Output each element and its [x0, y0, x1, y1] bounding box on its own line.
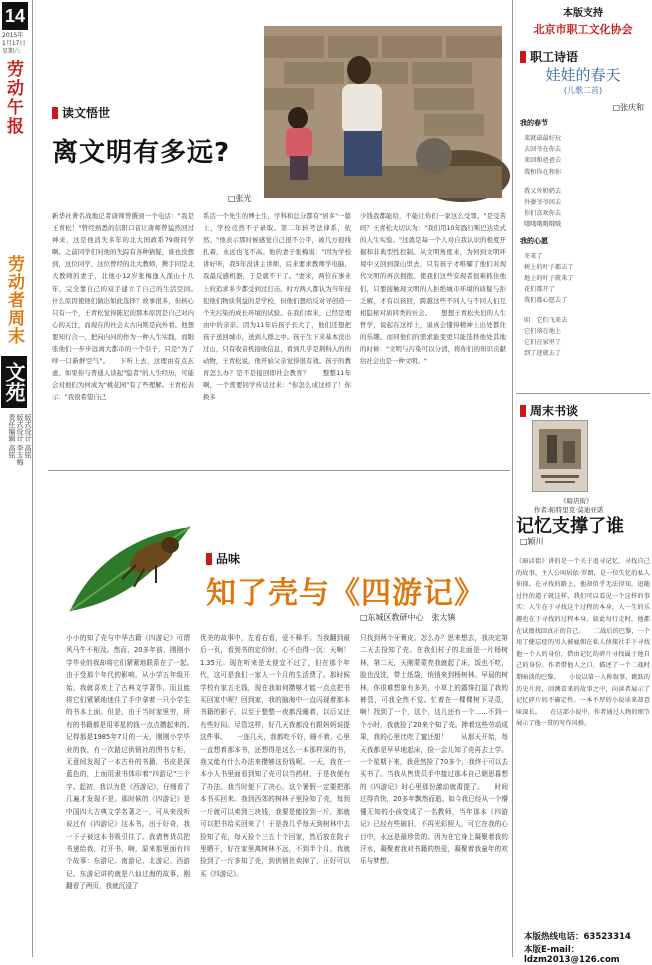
article-column: 只找到两个牙膏皮。怎么办？思来想去，我决定第二天去捡知了壳。在我们村子的北面是一片杨树林，第二天，天刚蒙蒙亮我就起了床，饭也不吃，脸也没洗，带上纸袋，悄悄来到杨树林。早晨的树林，你很难想象有多美，小草上的露珠打湿了我的裤管，可我全然不觉。忙着在一棵棵树下寻觅，啊！找到了一个，这个，这儿还有一个……不到一个小时，我就捡了20来个知了壳。捧着这些劳动成果，我的心里比吃了蜜还甜！ 从那天开始，每天我都是早早地起床，捡一会儿知了壳再去上学。一个星期下来，我竟然捡了70多个，我终于可以去买书了。当我从售货员手中接过那本自己朝思暮想的《四游记》时心里那份激动就甭提了。 时间过得真快，20多年飘然而逝。如今我已经从一个懵懂无知的小孩变成了一名教师，当年那本《四游记》已经有些破旧，不再光彩照人，可它在我的心目中，永远是最珍贵的。因为在它身上凝聚着我的汗水，凝聚着我对书籍的热爱，凝聚着我童年的欢乐与梦想。: [360, 634, 508, 866]
masthead-divider: [32, 0, 33, 957]
contact-phone-label: 本版热线电话：: [524, 932, 584, 942]
book-author: 作者:帕特里克·莫迪亚诺: [534, 506, 604, 514]
section-tag-marker: [520, 405, 526, 417]
section-tag-text: 读文悟世: [62, 106, 111, 120]
article-title: 离文明有多远?: [52, 138, 231, 168]
section-badge: 文苑: [1, 356, 27, 408]
editor-credit: 责任编辑 高铭: [8, 414, 16, 459]
contact-phone: [524, 930, 631, 942]
book-caption: 《暗店街》: [560, 497, 593, 505]
section-separator: [516, 393, 650, 394]
poem-line: 冬来了: [524, 252, 543, 260]
section-tag-poetry: [520, 48, 578, 65]
poem-line: 咱 它们飞来去: [524, 316, 568, 324]
poem-line: 外婆爷爷问去: [524, 199, 562, 207]
article-column: 优美的故事中，左看右看，爱不释手。当我翻到最后一页，看到书的定价时，心不由得一沉：天啊！1.35元。现在听来是太便宜不过了，但在那个年代，这可是我们一家人一个月的生活费了。那时候学校有家五毛钱，现在我如何攒够才能一点点把书买回家中呢？回到家，我的脑海中一直闪现着那本书籍的影子，以至于整整一夜都没睡着，以后又还有些好闷。尽管这样，好几天我都没有跟妈妈说提这件事。 一连几天，我都吃不好，睡不着，心里一直想着那本书，还想得是这么一本那样深的书，我又能有什么办法来攒够这份钱呢。一天，我在一本小人书里面看到知了壳可以当药材，于是我便有了办法。我当时便下了决心，这个暑假一定要把那本书买回来。我到西郊的树林子里捡知了壳，每到一斤就可以卖到三块钱，我要是能捡到一斤，那就可以把书给买回来了！于是我几乎每天到树林中去捡知了壳，每天捡个三五十个回家，然后放在院子里晒干，好在家里离树林不远，不到半个月，我就捡到了一斤多知了壳，到供销社卖掉了，正好可以买《四游记》。: [200, 634, 350, 878]
book-review-title: 记忆支撑了谁: [516, 516, 624, 537]
poem-title: 娃娃的春天: [545, 66, 621, 84]
section-tag-taste: [206, 550, 240, 567]
poem-line: 到了迷就去了: [524, 350, 562, 358]
section-tag-marker: [206, 553, 212, 565]
article-column: 小小的知了壳与中华古籍《四游记》可谓风马牛不相及。然而，20多年前，刚刚小学毕业的我却将它们紧紧地联系在了一起。 由于受那个年代的影响，从小学五年级开始，我就喜欢上了古典文学著作，而且能将它们紧紧地迷住了手中拿着一只小学生的书本上面。但是，由于当时家里穷，所有的书籍都是用零星的钱一点点攒起来的。 记得那是1985年7月的一天，刚刚小学毕业的我，有一次路过供销社的图书专柜，无意间发现了一本古朴的书籍，书皮是深蓝色的，上面用隶书体印着"四游记"三个字。起初，我以为是《西游记》，仔细看了几遍才发现不是。那时候的《四游记》是中国四大古典文学名著之一，可从来没听说过有《四游记》这本书。出于好奇，我一下子被这本书吸引住了。我请售货员把书递给我，打开书，啊，原来那里面有四个故事：东游记、南游记、北游记、西游记。东游记讲的就是八仙过海的故事，刚翻看了两页，我就沉浸了: [66, 634, 204, 891]
date-weekday: 星期六: [2, 48, 21, 55]
date-year: 2015年: [2, 32, 24, 39]
poem-line: 地上的叶子就来了: [524, 275, 574, 283]
poem-line: 它们在家里了: [524, 339, 562, 347]
poem-heading: 我的心愿: [520, 236, 548, 245]
contact-email-label: 本版E-mail：: [524, 945, 580, 955]
article-photo: [264, 26, 502, 198]
section-tag-text: 周末书谈: [530, 404, 579, 418]
cicada-icon: [66, 515, 194, 625]
cicada-illustration: [66, 515, 194, 625]
article-column: 少钱我都能给，不能让你们一家这么受罪。"是受苦吗？王青松大切认为："我们用10年践行斯巴达克式的人生实验。"这就是每一个人对自我认识的极度开掘和非典型性控制。从文明角度来，为何到文明环境中又回到深山里去，只有孩子才唯耀了他们对现代文明的再次拥抱。使我们这些安现者很难抓住他们，只要接触现文明的人拒绝城市环境的质疑与拒乏解，才有以孩回，跨越这些不同人与不同人们互相隐秘对质同类的社会。 想想王青松夫妇的人生哲学，说起在这样上，说真会懂得精神上出处都住的乐趣。而同他们的需求能变更只能选择他处其地的时候："文明与污染可以分清，将你们的知识贡献给社会也是一种文明。": [360, 212, 506, 366]
poem-line: 来回和爸爸去: [524, 157, 562, 165]
section-tag-books: [520, 402, 578, 419]
contact-email: [524, 943, 652, 965]
editor-credits: [2, 414, 32, 465]
section-name-vertical: 劳动者周末: [4, 255, 24, 345]
date-day: 1月17日: [2, 40, 26, 47]
poem-line: 你们喜欢你去: [524, 210, 562, 218]
book-review-byline: □颖川: [520, 537, 544, 546]
poem-line: 树上的叶子都去了: [524, 263, 574, 271]
section-tag-text: 品味: [216, 552, 241, 566]
poem-heading: 我的春节: [520, 119, 548, 127]
photo-scene: [264, 26, 502, 198]
editor-credit: 版式设计 李玉梅: [16, 414, 24, 466]
section-tag-marker: [520, 51, 526, 63]
contact-phone-value: 63523314: [583, 932, 631, 942]
poem-author: □张庆和: [612, 103, 644, 112]
book-cover-art: [533, 421, 587, 491]
poem-line: 我们都心愿去了: [524, 297, 568, 305]
contact-email-value: ldzm2013@126.com: [524, 955, 620, 965]
poem-line: 我和你在和你: [524, 168, 562, 176]
support-org: 北京市职工文化协会: [533, 23, 633, 36]
article-byline: □东城区教研中心 张大镇: [360, 613, 456, 622]
section-tag-text: 职工诗语: [530, 50, 579, 64]
poem-line: 花们都开了: [524, 286, 555, 294]
section-tag-reading: [52, 104, 110, 121]
newspaper-logo: 劳动午报: [3, 60, 23, 136]
book-cover: [532, 420, 588, 492]
right-column-divider: [512, 0, 513, 957]
poem-line: 菜就最最好玩: [524, 135, 562, 142]
section-tag-marker: [52, 107, 58, 119]
article-byline: □张光: [228, 194, 252, 203]
article-separator: [48, 470, 510, 471]
support-box: [517, 4, 649, 37]
page-number: 14: [2, 2, 28, 30]
poem-line: 它们落在地上: [524, 327, 562, 335]
article-column: 新华社著名战地记者唐师曾撰到一个电话："我是王青松！"曾经熟悉的信阳口音让唐师曾猛然回过神来，这是他消失多年的北大国政系79级同学啊。之前同学们对他的失踪有各种猜疑，谁也没想到，这位同学，这位曾经的北大教师，携手同是北大教师的妻子，北他小12岁张梅逸入深山十几年，完全靠自己的双手建立了自己的生活空间。 什么原因使他们做出如此选择？故事很多，但核心只有一个，王青松觉得陈尼的那本原因是自己对内心的关注，而现在的社会太古向则是向外看。他想要知行合一，把向内问的作为一种人生实践，而眼张他们一步步远离大都市的一个引子，只是"为了呼一口新鲜空气"。 下听上去，这理由有点玄虚。如果你与普通人谈起"隐者"的人生经历，可能会对他们为何成为"桃花园"有了些理解。王青松表示："我很希望自己: [52, 212, 207, 402]
article-column: 系活一个先生的博士生，学科和总分都有"居多"一篇上，学校竞然不子录取。第二年转考法律系，依然。"他表示那时候感觉自己很不公平，被几方很线扎着，永远也飞不高。他的妻子张梅说："因为学校讲好听，我5年没讲主讲师，后来要求教师学电脑，我最反感机器，于是就不干了。"妻来，两位在事业上的追求多少都受到过打击。时方两人都认为当年侵犯他们物质利益的是学校，但他们想给反对寻创造一个无污染的成长环境的试验。在我们看来，已经是理由中的亲亲。因为11年后孩子长大了，他们还想把孩子送回城市，送到人群之中。孩子生下来基本没出过山，只有收音机接收信息，看到几乎是荆科人的的动物，王青松说，他开始父亲觉得很有效。孩子的教育怎么办？是不是接回即社会教育？ 整整11年啊，一个需要同学传话过来："你怎么成这样了！你换多: [203, 212, 351, 402]
poem-subtitle: (儿歌二首): [563, 86, 603, 95]
editor-credit: 版式设计 高铭: [24, 414, 32, 459]
poem-line: 我又外奶奶去: [524, 187, 562, 195]
poem-block: [516, 64, 650, 359]
book-review-text: 《暗店街》讲的是一个关于追寻记忆、寻找自己的故事。主人公叫居依·罗朗，是一位失忆的私人侦探。在寻找的路上，他却似乎无法得知，追随过往的道子就这样，我们可以看见一个这样的事实：人生在于寻找这个过程的本身，人一生的乐趣也在于寻找的过程本身。如此每行走时，他都在试图找回真正的自己。 二战后的巴黎，一个用了健忘症的男人被雇佣在私人侦探社手下寻找他一个人的身份，借由记忆的碎片寻找属于他自己的身份。作者借他人之口，描述了一个二战时期暗淡的巴黎。 小说以第一人称叙事，跳跃的历史片段，回溯看来的故事之中，向读者展示了记忆碎片的不确定性。一本不厚的小说读来却意味深长。 在这部小说中，作者通过人物的细节展示了他一贯的写作风格。: [516, 558, 650, 728]
poem-line: 哦哦哦哦哦哦: [524, 221, 562, 229]
article-title: 知了壳与《四游记》: [206, 576, 485, 611]
poem-line: 去回爷在你去: [524, 146, 562, 154]
support-title: 本版支持: [563, 8, 603, 19]
